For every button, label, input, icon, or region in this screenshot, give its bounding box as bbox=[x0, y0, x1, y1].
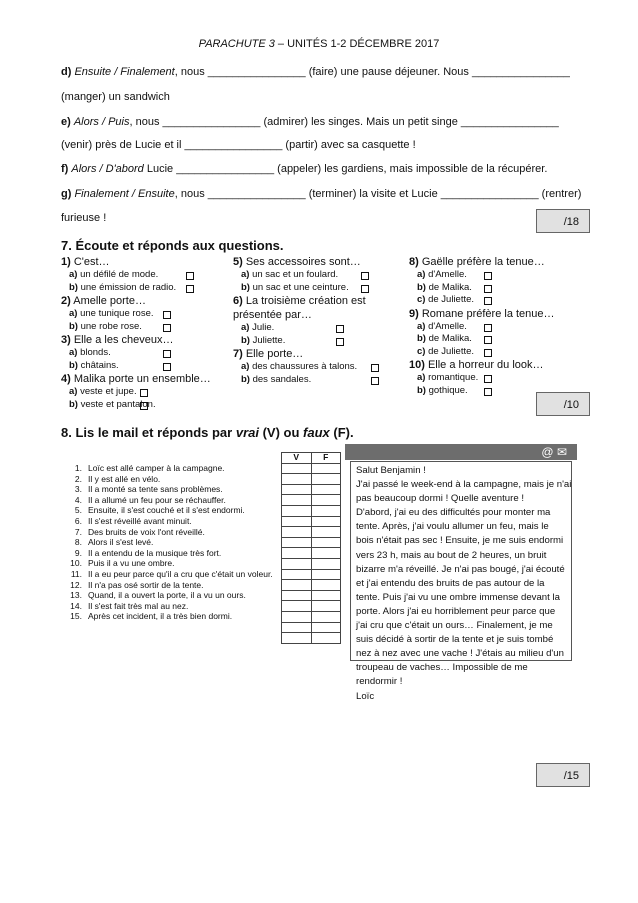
question-text: présentée par… bbox=[233, 309, 312, 321]
statement bbox=[67, 611, 273, 622]
answer-option bbox=[409, 372, 579, 385]
mail-line: bois n'était pas sec ! Ensuite, je me suis endormi bbox=[356, 535, 564, 547]
option-text: châtains. bbox=[77, 359, 119, 371]
answer-option bbox=[409, 282, 579, 295]
answer-option bbox=[233, 269, 403, 282]
mail-line: pas beaucoup dormi ! Quelle aventure ! bbox=[356, 493, 524, 505]
answer-option bbox=[409, 321, 579, 334]
answer-cell-v[interactable] bbox=[282, 590, 312, 601]
connector-choice: Alors / Puis bbox=[73, 116, 130, 128]
line-text: , nous ________________ (faire) une pause déjeuner. Nous ________________ bbox=[174, 66, 570, 78]
answer-cell-f[interactable] bbox=[311, 601, 341, 612]
checkbox[interactable] bbox=[336, 325, 344, 333]
line-text: Lucie ________________ (appeler) les gardiens, mais impossible de la récupérer. bbox=[143, 163, 548, 175]
mail-line: j'ai cru que c'était un ours… Finalement, je me bbox=[356, 620, 553, 632]
score-box-18: /18 bbox=[536, 209, 590, 233]
checkbox[interactable] bbox=[163, 311, 171, 319]
mail-line: bizarre m'a réveillé. Je n'ai pas bougé, j'ai écouté bbox=[356, 563, 565, 575]
statement-number: 2. bbox=[74, 473, 82, 484]
answer-option bbox=[409, 294, 579, 307]
answer-option bbox=[61, 321, 231, 334]
item-label: f) bbox=[61, 163, 69, 175]
item-label: e) bbox=[61, 116, 71, 128]
answer-cell-f[interactable] bbox=[311, 474, 341, 485]
item-label: g) bbox=[61, 188, 72, 200]
question bbox=[409, 358, 579, 372]
answer-option bbox=[409, 346, 579, 359]
statement bbox=[67, 505, 273, 516]
statement bbox=[67, 590, 273, 601]
statement-text: Loïc est allé camper à la campagne. bbox=[88, 463, 225, 473]
option-letter: a) bbox=[241, 322, 250, 333]
answer-option bbox=[409, 333, 579, 346]
option-text: de Juliette. bbox=[425, 294, 475, 305]
statement-number: 14. bbox=[70, 600, 82, 611]
col-v-header: V bbox=[282, 453, 312, 464]
questions-column-1 bbox=[61, 255, 231, 411]
option-letter: a) bbox=[69, 308, 78, 319]
option-letter: b) bbox=[69, 398, 78, 410]
option-text: veste et jupe. bbox=[77, 386, 137, 397]
mail-line: vers 23 h, mais au bout de 2 heures, un bruit bbox=[356, 549, 547, 561]
answer-option bbox=[233, 374, 403, 387]
checkbox[interactable] bbox=[163, 363, 171, 371]
mail-titlebar bbox=[345, 444, 577, 460]
faux-word: faux bbox=[303, 425, 330, 440]
option-text: gothique. bbox=[425, 384, 468, 396]
option-text: blonds. bbox=[77, 347, 111, 358]
answer-cell-f[interactable] bbox=[311, 484, 341, 495]
mail-line: Loïc bbox=[356, 690, 375, 702]
option-text: un sac et une ceinture. bbox=[249, 281, 349, 293]
answer-cell-v[interactable] bbox=[282, 548, 312, 559]
answer-cell-v[interactable] bbox=[282, 622, 312, 633]
checkbox[interactable] bbox=[371, 377, 379, 385]
option-letter: b) bbox=[417, 384, 426, 396]
statement-text: Il n'a pas osé sortir de la tente. bbox=[88, 579, 204, 590]
answer-cell-v[interactable] bbox=[282, 495, 312, 506]
statement bbox=[67, 601, 273, 612]
statement-text: Ensuite, il s'est couché et il s'est endormi. bbox=[88, 505, 245, 516]
answer-cell-f[interactable] bbox=[311, 527, 341, 538]
question-number: 9) bbox=[409, 307, 419, 320]
answer-cell-v[interactable] bbox=[282, 611, 312, 622]
option-text: un défilé de mode. bbox=[77, 269, 159, 280]
answer-option bbox=[61, 308, 231, 321]
question bbox=[61, 255, 231, 269]
option-letter: b) bbox=[69, 359, 78, 371]
option-text: Juliette. bbox=[249, 334, 286, 346]
mail-line: tente. Puis j'ai vu une ombre immense devant la bbox=[356, 591, 560, 603]
checkbox[interactable] bbox=[186, 285, 194, 293]
answer-cell-f[interactable] bbox=[311, 580, 341, 591]
statement-text: Il a entendu de la musique très fort. bbox=[88, 547, 222, 558]
mail-line: tente. Après, j'ai voulu allumer un feu, mais le bbox=[356, 521, 549, 533]
statement-number: 13. bbox=[70, 590, 82, 601]
question-number: 5) bbox=[233, 256, 243, 268]
statement-number: 5. bbox=[74, 505, 82, 516]
checkbox[interactable] bbox=[163, 350, 171, 358]
answer-cell-f[interactable] bbox=[311, 537, 341, 548]
answer-cell-f[interactable] bbox=[311, 516, 341, 527]
option-letter: a) bbox=[69, 386, 78, 397]
title-post: (F). bbox=[329, 425, 354, 440]
option-letter: c) bbox=[417, 294, 426, 305]
statement-text: Il a eu peur parce qu'il a cru que c'était un voleur. bbox=[88, 568, 273, 579]
answer-cell-f[interactable] bbox=[311, 558, 341, 569]
mail-line: et j'ai entendu des bruits de pas autour de la bbox=[356, 577, 545, 589]
answer-cell-v[interactable] bbox=[282, 463, 312, 474]
option-text: de Malika. bbox=[425, 281, 472, 293]
statement-number: 15. bbox=[70, 611, 82, 622]
statement-text: Quand, il a ouvert la porte, il a vu un ours. bbox=[88, 590, 246, 601]
answer-cell-v[interactable] bbox=[282, 537, 312, 548]
title-pre: 8. Lis le mail et réponds par bbox=[61, 425, 236, 440]
question-text: Romane préfère la tenue… bbox=[418, 307, 555, 320]
statement-text: Après cet incident, il a très bien dormi. bbox=[88, 611, 233, 622]
answer-cell-v[interactable] bbox=[282, 474, 312, 485]
checkbox[interactable] bbox=[484, 375, 492, 383]
option-letter: a) bbox=[417, 372, 426, 383]
page-header bbox=[0, 38, 638, 50]
statement-text: Il s'est réveillé avant minuit. bbox=[88, 515, 192, 526]
option-text: une tunique rose. bbox=[77, 308, 154, 319]
question-text: Elle a les cheveux… bbox=[70, 334, 174, 346]
statement-text: Alors il s'est levé. bbox=[88, 537, 154, 548]
item-label: d) bbox=[61, 66, 72, 78]
answer-option bbox=[233, 282, 403, 295]
option-letter: b) bbox=[417, 281, 426, 293]
option-text: d'Amelle. bbox=[425, 320, 467, 332]
checkbox[interactable] bbox=[484, 388, 492, 396]
answer-cell-f[interactable] bbox=[311, 633, 341, 644]
option-text: d'Amelle. bbox=[425, 269, 467, 280]
question-text: Elle porte… bbox=[242, 348, 304, 360]
question bbox=[409, 255, 579, 269]
question-number: 7) bbox=[233, 348, 243, 360]
statement-number: 11. bbox=[70, 568, 82, 579]
mail-body bbox=[350, 461, 572, 702]
option-text: de Malika. bbox=[425, 333, 472, 344]
true-false-grid bbox=[281, 452, 341, 644]
col-f-header: F bbox=[311, 453, 341, 464]
line-text: , nous ________________ (terminer) la visite et Lucie ________________ (rentrer) bbox=[174, 188, 582, 200]
statements-list bbox=[67, 463, 273, 622]
statement bbox=[67, 495, 273, 506]
question-number: 10) bbox=[409, 359, 425, 371]
answer-cell-f[interactable] bbox=[311, 611, 341, 622]
exercise-line bbox=[61, 139, 416, 151]
header-rest: – UNITÉS 1-2 DÉCEMBRE 2017 bbox=[274, 38, 440, 50]
option-text: une robe rose. bbox=[77, 320, 142, 332]
statement bbox=[67, 527, 273, 538]
answer-option bbox=[61, 269, 231, 282]
option-letter: a) bbox=[241, 361, 250, 372]
statement-number: 8. bbox=[74, 537, 82, 548]
question-number: 1) bbox=[61, 256, 71, 268]
answer-option bbox=[61, 386, 231, 399]
answer-option bbox=[233, 335, 403, 348]
option-letter: b) bbox=[241, 334, 250, 346]
answer-cell-v[interactable] bbox=[282, 558, 312, 569]
checkbox[interactable] bbox=[140, 389, 148, 397]
statement-text: Il y est allé en vélo. bbox=[88, 473, 161, 484]
option-text: des chaussures à talons. bbox=[249, 361, 358, 372]
statement-text: Il a monté sa tente sans problèmes. bbox=[88, 484, 223, 495]
line-text: (manger) un sandwich bbox=[61, 91, 170, 103]
exercise-7-title: 7. Écoute et réponds aux questions. bbox=[61, 238, 284, 253]
mail-icons: @ ✉ bbox=[541, 445, 567, 459]
vrai-word: vrai bbox=[235, 425, 259, 440]
connector-choice: Finalement / Ensuite bbox=[74, 188, 175, 200]
score-box-15: /15 bbox=[536, 763, 590, 787]
checkbox[interactable] bbox=[186, 272, 194, 280]
exercise-line bbox=[61, 212, 106, 224]
exercise-line bbox=[61, 66, 570, 78]
checkbox[interactable] bbox=[484, 272, 492, 280]
option-text: de Juliette. bbox=[425, 345, 475, 357]
statement bbox=[67, 558, 273, 569]
checkbox[interactable] bbox=[484, 285, 492, 293]
connector-choice: Alors / D'abord bbox=[71, 163, 144, 175]
option-text: une émission de radio. bbox=[77, 281, 177, 293]
exercise-line bbox=[61, 91, 170, 103]
answer-option bbox=[61, 360, 231, 373]
statement bbox=[67, 474, 273, 485]
mail-line: Salut Benjamin ! bbox=[356, 465, 426, 476]
question bbox=[233, 255, 403, 269]
statement-number: 10. bbox=[70, 558, 82, 569]
statement-number: 6. bbox=[74, 515, 82, 526]
question-text: Malika porte un ensemble… bbox=[70, 373, 211, 385]
checkbox[interactable] bbox=[484, 324, 492, 332]
question-text: Elle a horreur du look… bbox=[424, 359, 544, 371]
question-number: 2) bbox=[61, 295, 71, 307]
question-text: Ses accessoires sont… bbox=[242, 256, 361, 268]
statement bbox=[67, 580, 273, 591]
mail-line: porte. Alors j'ai eu horriblement peur parce que bbox=[356, 605, 556, 617]
exercise-line bbox=[61, 163, 547, 175]
questions-column-2 bbox=[233, 255, 403, 386]
statement bbox=[67, 548, 273, 559]
checkbox[interactable] bbox=[361, 272, 369, 280]
statement bbox=[67, 569, 273, 580]
answer-cell-v[interactable] bbox=[282, 580, 312, 591]
line-text: , nous ________________ (admirer) les singes. Mais un petit singe ________________ bbox=[129, 116, 559, 128]
question-text: C'est… bbox=[70, 256, 110, 268]
option-letter: b) bbox=[241, 281, 250, 293]
statement-text: Puis il a vu une ombre. bbox=[88, 558, 175, 569]
option-letter: c) bbox=[417, 345, 426, 357]
question-number: 8) bbox=[409, 256, 419, 268]
statement-number: 7. bbox=[74, 526, 82, 537]
line-text: (venir) près de Lucie et il ________________ (partir) avec sa casquette ! bbox=[61, 139, 416, 151]
question bbox=[409, 307, 579, 321]
answer-cell-f[interactable] bbox=[311, 495, 341, 506]
question bbox=[61, 372, 231, 386]
option-letter: a) bbox=[417, 320, 426, 332]
option-letter: b) bbox=[69, 281, 78, 293]
answer-cell-v[interactable] bbox=[282, 633, 312, 644]
statement-number: 1. bbox=[74, 463, 82, 473]
checkbox[interactable] bbox=[163, 324, 171, 332]
exercise-line bbox=[61, 116, 559, 128]
answer-option bbox=[233, 322, 403, 335]
line-text: furieuse ! bbox=[61, 212, 107, 224]
option-text: des sandales. bbox=[249, 373, 312, 385]
answer-option bbox=[233, 361, 403, 374]
option-text: romantique. bbox=[425, 372, 479, 383]
answer-cell-v[interactable] bbox=[282, 484, 312, 495]
exercise-8-title bbox=[61, 425, 354, 440]
mail-line: nez à nez avec une vache ! J'étais au milieu d'un bbox=[356, 648, 564, 660]
answer-cell-v[interactable] bbox=[282, 601, 312, 612]
question bbox=[233, 294, 403, 308]
checkbox[interactable] bbox=[484, 336, 492, 344]
statement-number: 4. bbox=[74, 494, 82, 505]
statement-number: 12. bbox=[70, 579, 82, 590]
statement-number: 3. bbox=[74, 484, 82, 495]
statement-number: 9. bbox=[74, 547, 82, 558]
answer-option bbox=[61, 282, 231, 295]
statement bbox=[67, 516, 273, 527]
checkbox[interactable] bbox=[361, 285, 369, 293]
answer-cell-v[interactable] bbox=[282, 569, 312, 580]
statement-text: Il s'est fait très mal au nez. bbox=[88, 600, 189, 611]
questions-column-3 bbox=[409, 255, 579, 397]
checkbox[interactable] bbox=[140, 402, 148, 410]
statement bbox=[67, 484, 273, 495]
option-letter: a) bbox=[241, 269, 250, 280]
answer-option bbox=[409, 269, 579, 282]
answer-cell-f[interactable] bbox=[311, 505, 341, 516]
option-text: veste et pantalon. bbox=[77, 398, 156, 410]
question bbox=[61, 333, 231, 347]
question-number: 3) bbox=[61, 334, 71, 346]
answer-cell-v[interactable] bbox=[282, 505, 312, 516]
score-box-10: /10 bbox=[536, 392, 590, 416]
statement bbox=[67, 537, 273, 548]
option-letter: b) bbox=[241, 373, 250, 385]
answer-option bbox=[61, 399, 231, 412]
answer-cell-f[interactable] bbox=[311, 463, 341, 474]
option-letter: a) bbox=[417, 269, 426, 280]
option-text: Julie. bbox=[249, 322, 275, 333]
answer-cell-f[interactable] bbox=[311, 622, 341, 633]
mail-line: troupeau de vaches… Impossible de me bbox=[356, 662, 528, 674]
question-text: Gaëlle préfère la tenue… bbox=[418, 256, 545, 268]
answer-cell-f[interactable] bbox=[311, 548, 341, 559]
mail-line: J'ai passé le week-end à la campagne, mais je n'ai bbox=[356, 479, 572, 491]
mail-line: suis décidé à sortir de la tente et je suis tombé bbox=[356, 634, 554, 646]
answer-option bbox=[61, 347, 231, 360]
option-letter: b) bbox=[69, 320, 78, 332]
option-letter: a) bbox=[69, 347, 78, 358]
answer-cell-f[interactable] bbox=[311, 590, 341, 601]
checkbox[interactable] bbox=[371, 364, 379, 372]
option-letter: b) bbox=[417, 333, 426, 344]
answer-cell-v[interactable] bbox=[282, 516, 312, 527]
option-text: un sac et un foulard. bbox=[249, 269, 339, 280]
course-title: PARACHUTE 3 bbox=[198, 38, 275, 50]
question-number: 6) bbox=[233, 295, 243, 307]
answer-cell-v[interactable] bbox=[282, 527, 312, 538]
exercise-line bbox=[61, 188, 581, 200]
mail-line: D'abord, j'ai eu des difficultés pour monter ma bbox=[356, 507, 551, 519]
question-number: 4) bbox=[61, 373, 71, 385]
title-mid: (V) ou bbox=[258, 425, 304, 440]
statement bbox=[67, 463, 273, 474]
checkbox[interactable] bbox=[484, 297, 492, 305]
statement-text: Il a allumé un feu pour se réchauffer. bbox=[88, 494, 226, 505]
question-text: La troisième création est bbox=[242, 295, 366, 307]
connector-choice: Ensuite / Finalement bbox=[74, 66, 175, 78]
question-text: Amelle porte… bbox=[70, 295, 146, 307]
question bbox=[233, 347, 403, 361]
option-letter: a) bbox=[69, 269, 78, 280]
question bbox=[61, 294, 231, 308]
checkbox[interactable] bbox=[484, 349, 492, 357]
question bbox=[233, 308, 403, 322]
checkbox[interactable] bbox=[336, 338, 344, 346]
mail-line: rendormir ! bbox=[356, 676, 403, 688]
statement-text: Des bruits de voix l'ont réveillé. bbox=[88, 526, 205, 537]
answer-cell-f[interactable] bbox=[311, 569, 341, 580]
